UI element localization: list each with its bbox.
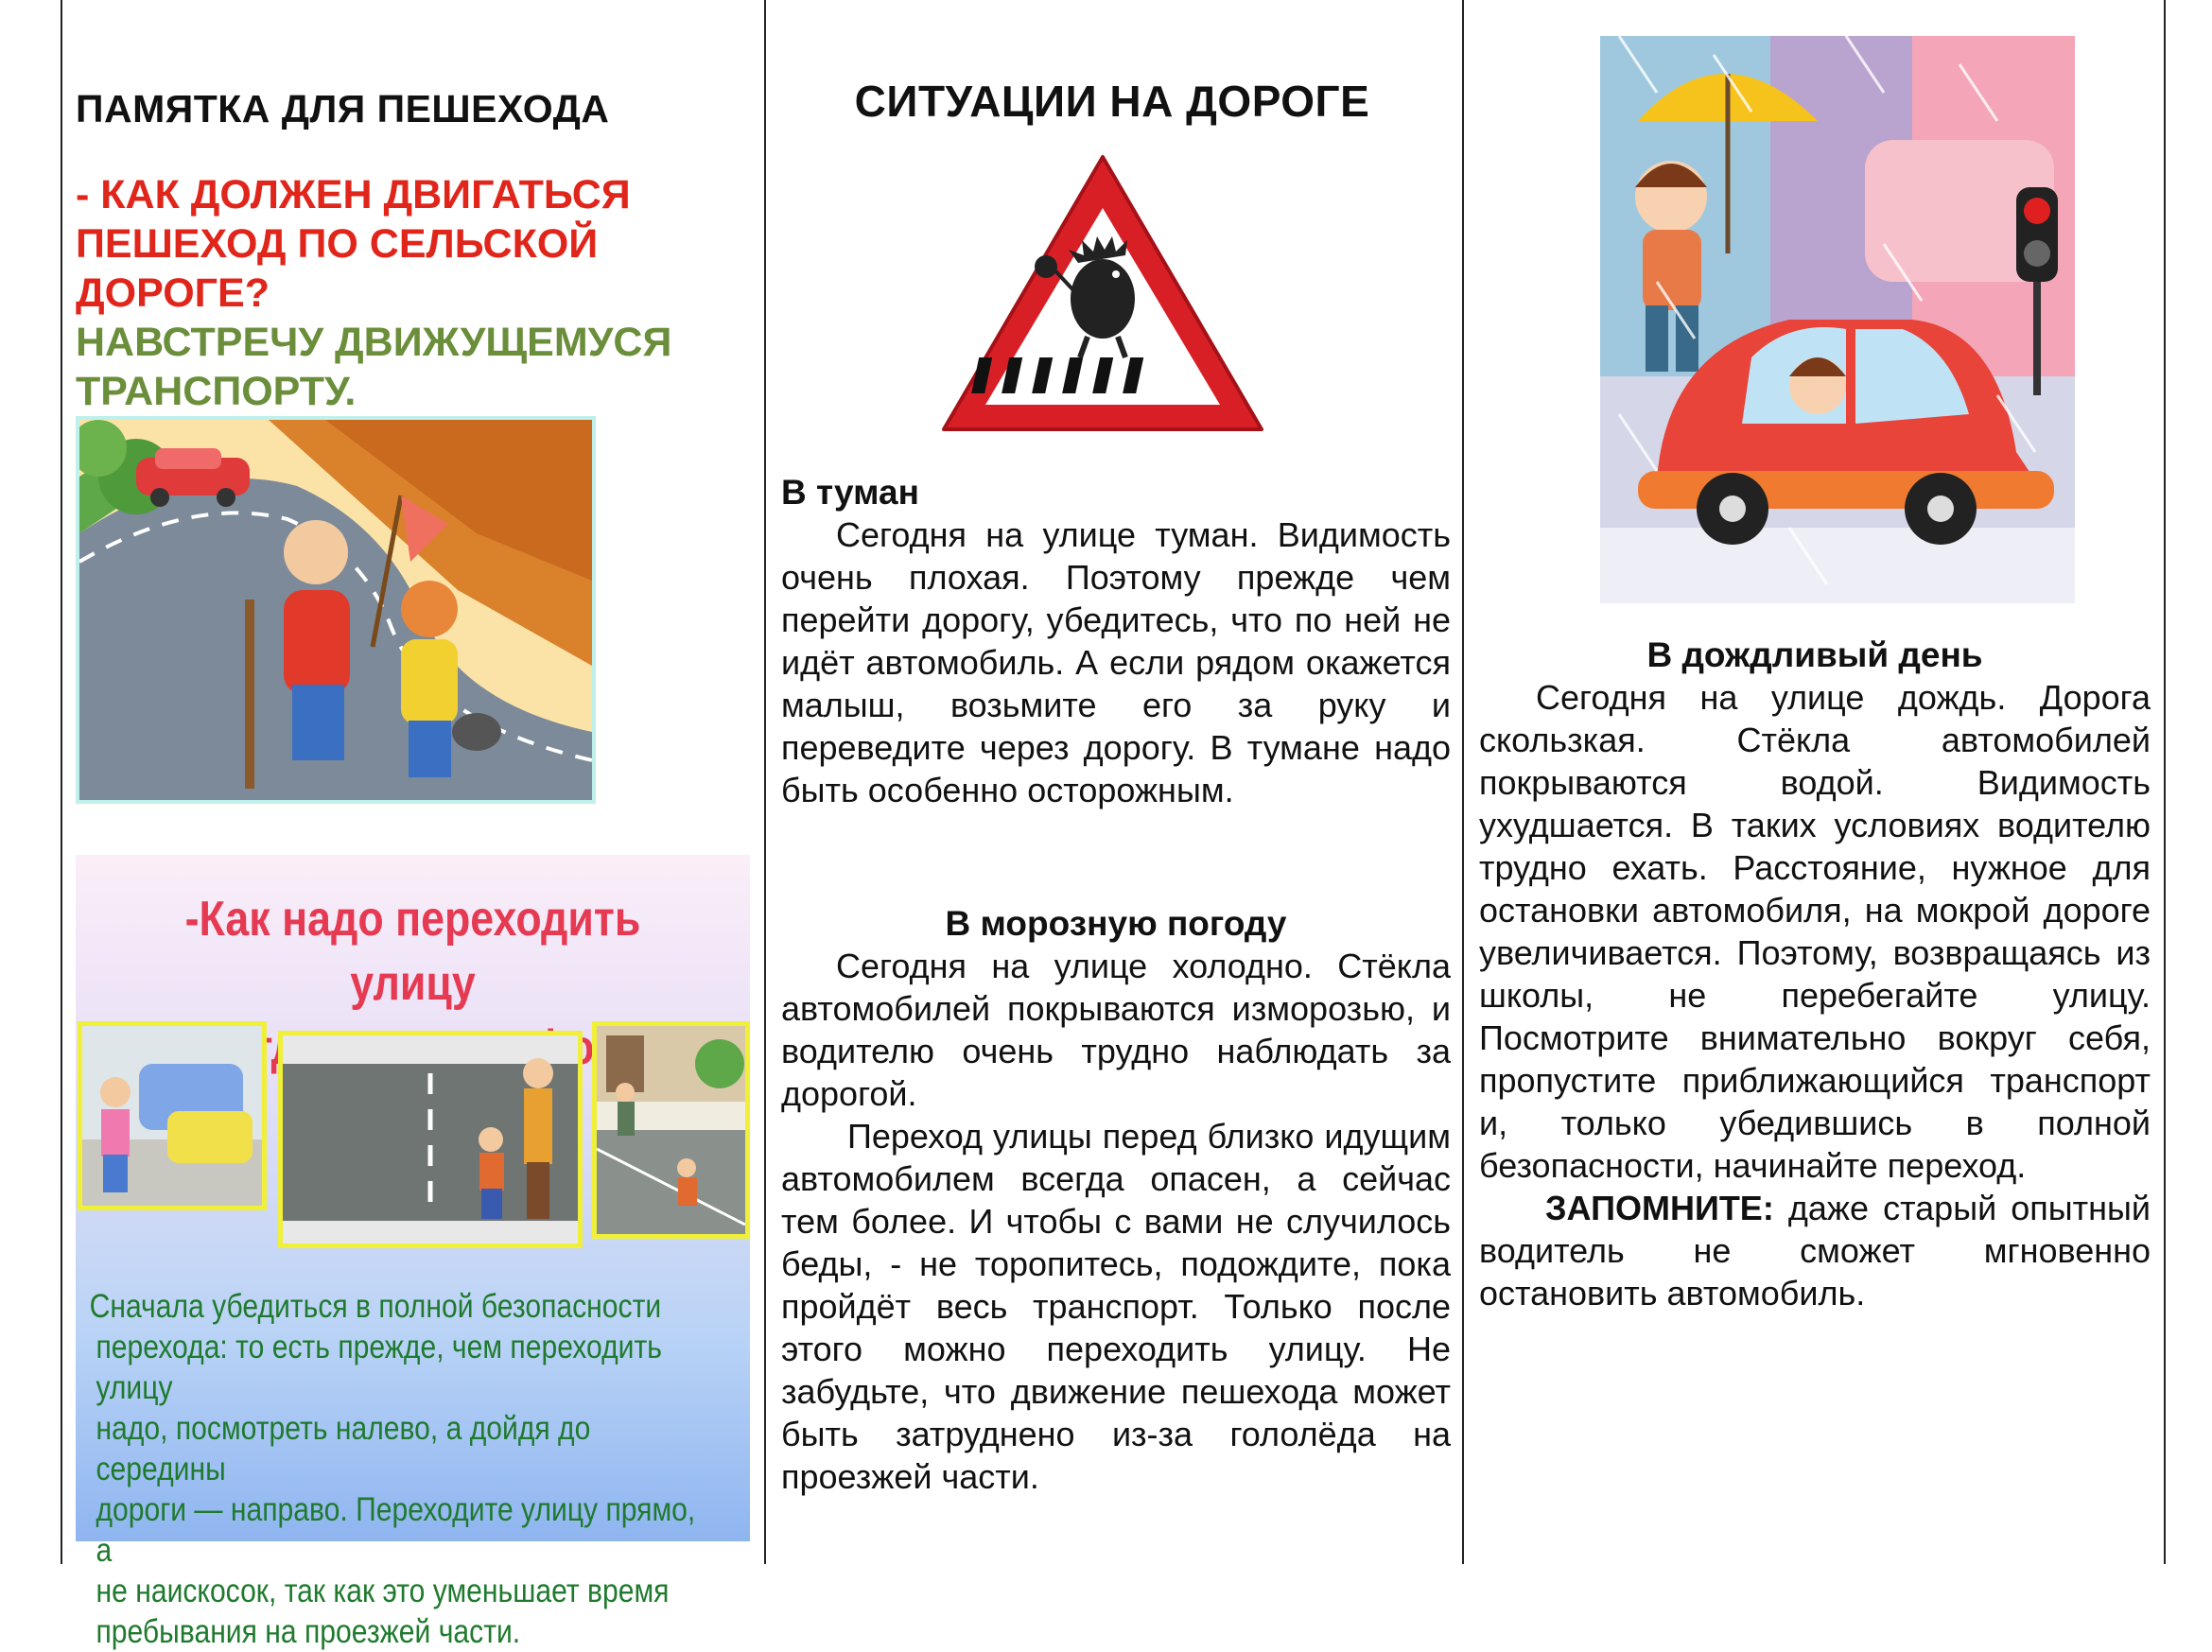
poster-panel-2: [278, 1031, 583, 1248]
column-divider-left: [61, 0, 62, 1564]
frost-heading: В морозную погоду: [945, 904, 1287, 943]
fog-heading: В туман: [781, 473, 919, 512]
pedestrian-crossing-sign-icon: [936, 149, 1269, 443]
column-divider-1: [764, 0, 766, 1564]
poster-panel-3: [592, 1021, 750, 1239]
answer-line: ТРАНСПОРТУ.: [76, 369, 357, 414]
rain-text: Сегодня на улице дождь. Дорога скользкая. Стёкла автомобилей покрываются водой. Видимость ухудшается. В таких условиях водителю трудно ехать. Расстояние, нужное для остановки автомобиля, на мокрой дороге увеличивается. Поэтому, возвращаясь из школы, не перебегайте улицу. Посмотрите внимательно вокруг себя, пропустите приближающийся транспорт и, только убедившись в полной безопасности, начинайте переход.: [1479, 678, 2151, 1185]
poster-text-line: не наискосок, так как это уменьшает время: [96, 1573, 670, 1609]
situations-title: СИТУАЦИИ НА ДОРОГЕ: [854, 77, 1370, 126]
memo-title: ПАМЯТКА ДЛЯ ПЕШЕХОДА: [76, 87, 610, 130]
poster-text-line: перехода: то есть прежде, чем переходить улицу: [96, 1329, 662, 1406]
fog-section: [781, 471, 1451, 811]
frost-text-2: Переход улицы перед близко идущим автомобилем всегда опасен, а сейчас тем более. И чтобы с вами не случилось беды, - не торопитесь, подождите, пока пройдёт весь транспорт. Только после этого можно переходить улицу. Не забудьте, что движение пешехода может быть затруднено из-за гололёда на проезжей части.: [781, 1117, 1451, 1496]
rain-section: [1479, 634, 2151, 1314]
poster-text-line: Сначала убедиться в полной безопасности: [89, 1288, 662, 1325]
illustration-rainy-day: [1600, 36, 2075, 603]
column-divider-right: [2164, 0, 2166, 1564]
poster-text: [81, 1286, 700, 1652]
question-line: ДОРОГЕ?: [76, 270, 270, 316]
column-divider-2: [1462, 0, 1464, 1564]
illustration-country-road: [76, 416, 596, 804]
poster-text-line: дороги — направо. Переходите улицу прямо, а: [96, 1491, 696, 1569]
question-block: [76, 170, 738, 416]
frost-section: [781, 902, 1451, 1498]
poster-crossing: [76, 855, 750, 1650]
fog-text: Сегодня на улице туман. Видимость очень плохая. Поэтому прежде чем перейти дорогу, убедитесь, что по ней не идёт автомобиль. А если рядом окажется малыш, возьмите его за руку и переведите через дорогу. В тумане надо быть особенно осторожным.: [781, 515, 1451, 809]
question-line: - КАК ДОЛЖЕН ДВИГАТЬСЯ: [76, 172, 631, 217]
answer-line: НАВСТРЕЧУ ДВИЖУЩЕМУСЯ: [76, 320, 672, 365]
poster-title-line: -Как надо переходить улицу: [184, 892, 641, 1011]
poster-text-line: надо, посмотреть налево, а дойдя до середины: [96, 1410, 591, 1487]
remember-paragraph: [1479, 1187, 2151, 1314]
remember-text: даже старый опытный водитель не сможет мгновенно остановить автомобиль.: [1479, 1189, 2151, 1313]
poster-panel-1: [78, 1021, 267, 1210]
country-road-picture: [79, 420, 592, 800]
question-line: ПЕШЕХОД ПО СЕЛЬСКОЙ: [76, 221, 599, 267]
rain-heading: В дождливый день: [1646, 635, 1983, 674]
frost-text-1: Сегодня на улице холодно. Стёкла автомобилей покрываются изморозью, и водителю очень трудно наблюдать за дорогой.: [781, 947, 1451, 1113]
poster-text-line: пребывания на проезжей части.: [96, 1613, 521, 1650]
remember-label: ЗАПОМНИТЕ:: [1545, 1189, 1774, 1227]
